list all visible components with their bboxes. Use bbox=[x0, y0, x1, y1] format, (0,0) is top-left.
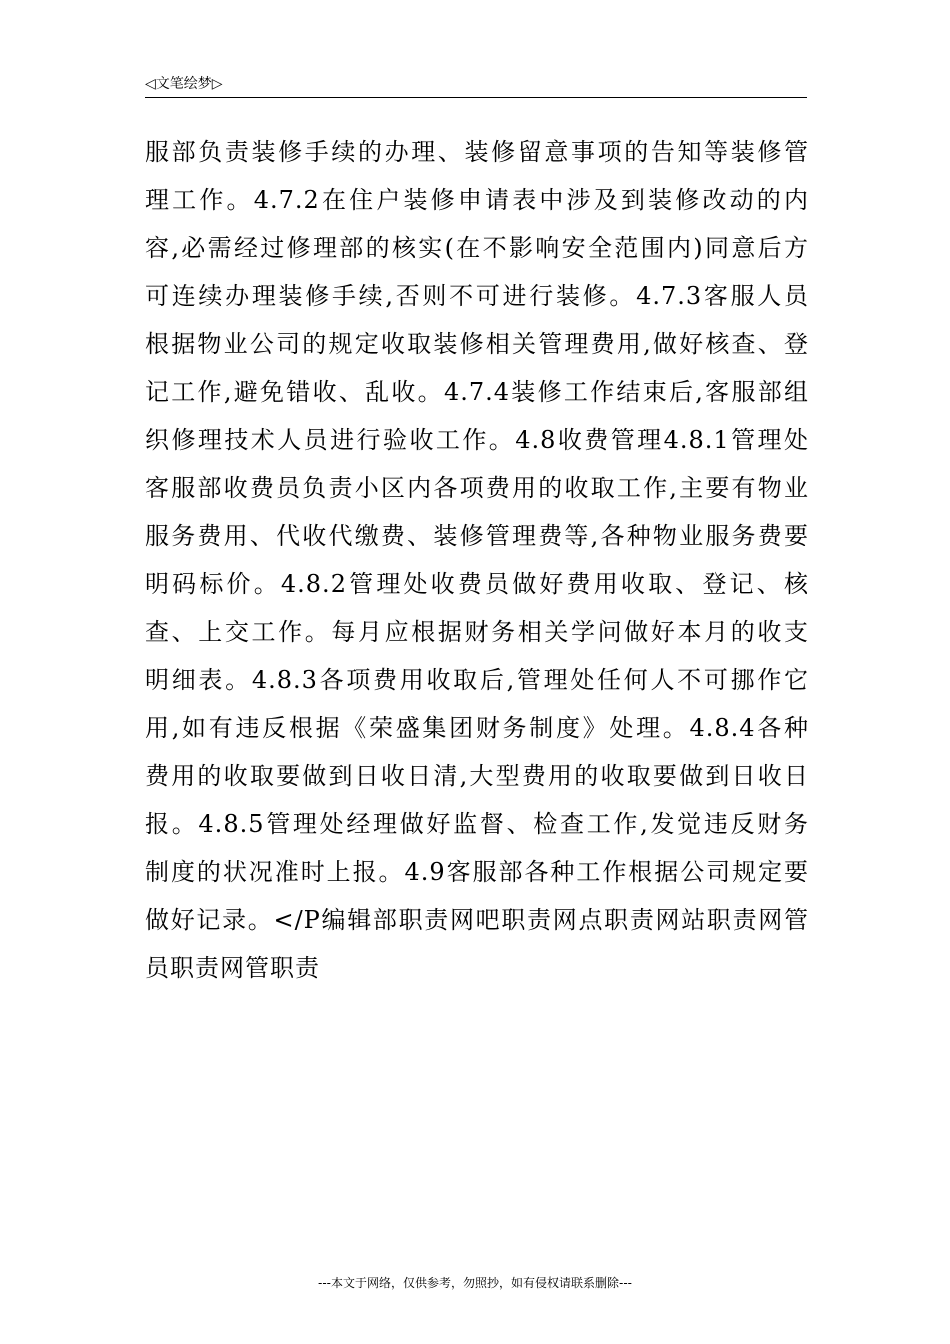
body-line: 记工作,避免错收、乱收。4.7.4装修工作结束后,客服部组 bbox=[145, 378, 809, 406]
document-body bbox=[145, 128, 809, 992]
body-line: 服部负责装修手续的办理、装修留意事项的告知等装修管 bbox=[145, 138, 809, 166]
body-line: 明码标价。4.8.2管理处收费员做好费用收取、登记、核 bbox=[145, 570, 809, 598]
body-line: 可连续办理装修手续,否则不可进行装修。4.7.3客服人员 bbox=[145, 282, 809, 310]
body-line-last: 员职责网管职责 bbox=[145, 954, 320, 982]
header-title: ◁文笔绘梦▷ bbox=[145, 76, 223, 92]
body-line: 查、上交工作。每月应根据财务相关学问做好本月的收支 bbox=[145, 618, 809, 646]
body-line: 理工作。4.7.2在住户装修申请表中涉及到装修改动的内 bbox=[145, 186, 809, 214]
body-line: 报。4.8.5管理处经理做好监督、检查工作,发觉违反财务 bbox=[145, 810, 809, 838]
body-line: 制度的状况准时上报。4.9客服部各种工作根据公司规定要 bbox=[145, 858, 809, 886]
body-line: 织修理技术人员进行验收工作。4.8收费管理4.8.1管理处 bbox=[145, 426, 809, 454]
footer-disclaimer: ---本文于网络，仅供参考，勿照抄，如有侵权请联系删除--- bbox=[318, 1276, 632, 1290]
body-line: 费用的收取要做到日收日清,大型费用的收取要做到日收日 bbox=[145, 762, 809, 790]
body-line: 服务费用、代收代缴费、装修管理费等,各种物业服务费要 bbox=[145, 522, 809, 550]
body-line: 根据物业公司的规定收取装修相关管理费用,做好核查、登 bbox=[145, 330, 809, 358]
body-line: 容,必需经过修理部的核实(在不影响安全范围内)同意后方 bbox=[145, 234, 809, 262]
body-line: 用,如有违反根据《荣盛集团财务制度》处理。4.8.4各种 bbox=[145, 714, 809, 742]
body-line: 明细表。4.8.3各项费用收取后,管理处任何人不可挪作它 bbox=[145, 666, 809, 694]
body-line: 客服部收费员负责小区内各项费用的收取工作,主要有物业 bbox=[145, 474, 809, 502]
header-divider bbox=[145, 97, 807, 98]
body-line: 做好记录。</P编辑部职责网吧职责网点职责网站职责网管 bbox=[145, 906, 809, 934]
